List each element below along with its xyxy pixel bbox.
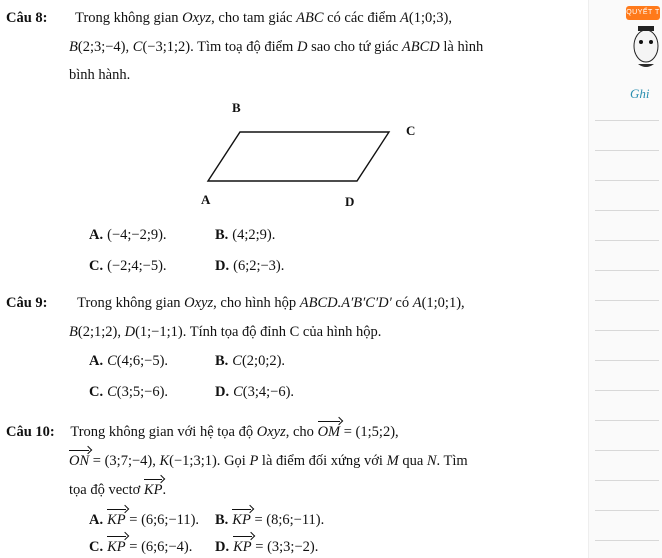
q10-option-c[interactable] xyxy=(89,538,192,556)
option-value: (4;6;−5). xyxy=(116,353,169,369)
q10-text: qua xyxy=(398,453,427,469)
q8-tri: ABC xyxy=(296,10,324,26)
q9-coord: (1;0;1), xyxy=(421,295,465,311)
note-rule xyxy=(595,300,659,301)
q8-quad: ABCD xyxy=(401,39,440,55)
q10-text: . xyxy=(162,482,167,498)
option-label: A. xyxy=(89,512,104,528)
note-rule xyxy=(595,540,659,541)
figure-label-a: A xyxy=(201,192,211,207)
q8-option-b[interactable] xyxy=(215,226,275,244)
q8-text: , cho tam giác xyxy=(211,10,297,26)
option-pt: C xyxy=(232,353,242,369)
q9-line-1 xyxy=(6,294,465,312)
vec-on: ON xyxy=(69,453,90,469)
figure-label-d: D xyxy=(345,194,355,209)
note-rule xyxy=(595,120,659,121)
q9-option-c[interactable] xyxy=(89,383,168,401)
vec-kp: KP xyxy=(143,482,163,498)
q10-value: = (1;5;2), xyxy=(343,424,399,440)
q10-pt: P xyxy=(249,453,259,469)
vec-kp: KP xyxy=(232,512,251,528)
option-label: C. xyxy=(89,539,104,555)
q9-coord: (2;1;2), xyxy=(77,324,121,340)
note-rule xyxy=(595,210,659,211)
note-rule xyxy=(595,330,659,331)
q9-sys: Oxyz xyxy=(184,295,214,311)
option-label: C. xyxy=(89,384,104,400)
option-value: (3;4;−6). xyxy=(242,384,295,400)
q10-text: Gọi xyxy=(220,453,250,469)
note-rule xyxy=(595,510,659,511)
q9-pt: B xyxy=(69,324,78,340)
q10-option-b[interactable] xyxy=(215,511,324,529)
q10-pt: M xyxy=(386,453,399,469)
note-rule xyxy=(595,180,659,181)
option-label: C. xyxy=(89,258,104,274)
option-label: D. xyxy=(215,539,230,555)
q8-coord: (2;3;−4), xyxy=(77,39,130,55)
option-label: D. xyxy=(215,384,230,400)
q8-sys: Oxyz xyxy=(182,10,212,26)
vec-kp: KP xyxy=(233,539,252,555)
figure-label-b: B xyxy=(232,100,241,115)
q9-text: Trong không gian xyxy=(77,295,185,311)
q10-line-3 xyxy=(69,481,166,499)
q8-option-a[interactable] xyxy=(89,226,167,244)
q10-option-a[interactable] xyxy=(89,511,199,529)
note-rule xyxy=(595,480,659,481)
q8-coord: (1;0;3), xyxy=(408,10,452,26)
q8-coord: (−3;1;2). xyxy=(142,39,194,55)
option-value: (−4;−2;9). xyxy=(107,227,167,243)
note-rule xyxy=(595,420,659,421)
q10-number: Câu 10: xyxy=(6,424,55,440)
q8-line-3 xyxy=(69,66,130,84)
q10-coord: (−1;3;1). xyxy=(169,453,221,469)
option-value: (3;5;−6). xyxy=(116,384,169,400)
q8-pt: B xyxy=(69,39,78,55)
q8-pt: C xyxy=(132,39,143,55)
note-rule xyxy=(595,240,659,241)
q8-option-d[interactable] xyxy=(215,257,284,275)
q10-text: , cho xyxy=(285,424,318,440)
q9-pt: A xyxy=(412,295,422,311)
option-value: = (8;6;−11). xyxy=(254,512,325,528)
q9-pt: D xyxy=(124,324,136,340)
option-value: (4;2;9). xyxy=(232,227,276,243)
q8-pt: D xyxy=(296,39,308,55)
brand-badge: QUYẾT T xyxy=(626,6,660,20)
q10-value: = (3;7;−4), xyxy=(92,453,156,469)
option-label: B. xyxy=(215,512,229,528)
q10-text: tọa độ vectơ xyxy=(69,482,144,498)
notes-label: Ghi xyxy=(630,86,650,101)
notes-sidebar xyxy=(588,0,662,558)
q10-text: Trong không gian với hệ tọa độ xyxy=(70,424,257,440)
q10-pt: N xyxy=(426,453,437,469)
vec-om: OM xyxy=(317,424,341,440)
q9-coord: (1;−1;1). xyxy=(135,324,187,340)
figure-label-c: C xyxy=(406,123,416,138)
q8-text: có các điểm xyxy=(323,10,400,26)
note-rule xyxy=(595,270,659,271)
q10-sys: Oxyz xyxy=(256,424,286,440)
q8-text: Trong không gian xyxy=(75,10,183,26)
q9-option-a[interactable] xyxy=(89,352,168,370)
q9-text: có xyxy=(391,295,413,311)
vec-kp: KP xyxy=(107,512,126,528)
q8-text: Tìm toạ độ điểm xyxy=(193,39,297,55)
q10-text: là điểm đối xứng với xyxy=(258,453,387,469)
option-label: A. xyxy=(89,353,104,369)
q8-line-1 xyxy=(6,9,452,27)
option-value: = (6;6;−4). xyxy=(129,539,193,555)
mascot-icon xyxy=(628,24,662,72)
q9-text: , cho hình hộp xyxy=(213,295,300,311)
vec-kp: KP xyxy=(107,539,126,555)
q9-number: Câu 9: xyxy=(6,295,48,311)
q8-number: Câu 8: xyxy=(6,10,48,26)
option-value: (6;2;−3). xyxy=(233,258,285,274)
option-value: = (3;3;−2). xyxy=(255,539,319,555)
q8-text: bình hành. xyxy=(69,67,131,83)
note-rule xyxy=(595,360,659,361)
parallelogram-figure xyxy=(190,95,430,215)
option-pt: C xyxy=(233,384,243,400)
q8-option-c[interactable] xyxy=(89,257,167,275)
option-pt: C xyxy=(107,353,117,369)
q10-text: . Tìm xyxy=(436,453,468,469)
option-label: A. xyxy=(89,227,104,243)
parallelogram-shape xyxy=(208,132,389,181)
note-rule xyxy=(595,450,659,451)
option-label: B. xyxy=(215,353,229,369)
q9-text: Tính tọa độ đỉnh C của hình hộp. xyxy=(186,324,382,340)
q8-pt: A xyxy=(400,10,409,26)
option-pt: C xyxy=(107,384,117,400)
option-label: B. xyxy=(215,227,229,243)
option-value: (2;0;2). xyxy=(241,353,286,369)
q10-pt: K xyxy=(159,453,170,469)
q9-option-b[interactable] xyxy=(215,352,285,370)
q8-text: là hình xyxy=(439,39,484,55)
note-rule xyxy=(595,150,659,151)
q8-text: sao cho tứ giác xyxy=(307,39,402,55)
q9-line-2 xyxy=(69,323,381,341)
q9-box: ABCD.A′B′C′D′ xyxy=(299,295,392,311)
note-rule xyxy=(595,390,659,391)
q9-option-d[interactable] xyxy=(215,383,294,401)
q8-line-2 xyxy=(69,38,483,56)
option-value: (−2;4;−5). xyxy=(107,258,167,274)
option-value: = (6;6;−11). xyxy=(129,512,200,528)
option-label: D. xyxy=(215,258,230,274)
q10-option-d[interactable] xyxy=(215,538,318,556)
q10-line-2 xyxy=(69,452,468,470)
q10-line-1 xyxy=(6,423,399,441)
